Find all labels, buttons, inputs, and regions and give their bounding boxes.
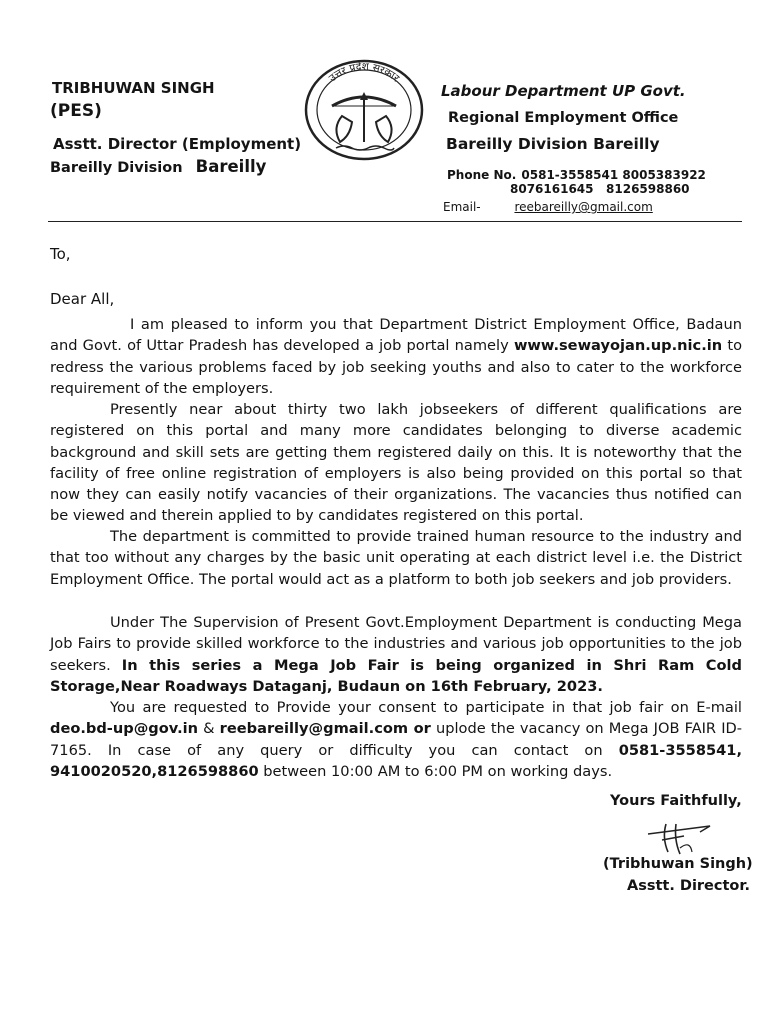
email-line	[443, 200, 653, 214]
office-name: Regional Employment Office	[448, 110, 679, 126]
paragraph-4	[50, 612, 742, 697]
p5-amp: &	[198, 720, 220, 738]
p5-text-a: You are requested to Provide your consent to participate in that job fair on E-mail	[110, 699, 742, 716]
phone-numbers-1: 0581-3558541 8005383922	[521, 168, 706, 182]
sender-service: (PES)	[50, 101, 102, 121]
sender-name: TRIBHUWAN SINGH	[52, 79, 215, 97]
up-govt-emblem	[302, 58, 426, 162]
paragraph-2: Presently near about thirty two lakh jobseekers of different qualifications are registered on this portal and many more candidates belonging to diverse academic background and skill sets are getting them registered daily on this. It is noteworthy that the facility of free online registration of employers is also being provided on this portal so that now they can easily notify vacancies of their organizations. The vacancies thus notified can be viewed and therein applied to by candidates registered on this portal.	[50, 401, 742, 525]
header-divider	[48, 221, 742, 222]
letter-to: To,	[50, 245, 71, 263]
p1-text-a: I am pleased to inform you that Department District Employment Office, Badaun and Govt. of Uttar Pradesh has developed a job portal namely	[50, 316, 742, 355]
office-email[interactable]: reebareilly@gmail.com	[514, 200, 653, 214]
contact-numbers: 0581-3558541, 9410020520,8126598860	[50, 741, 742, 780]
deo-email[interactable]: deo.bd-up@gov.in	[50, 720, 199, 738]
paragraph-1	[50, 314, 742, 399]
sender-designation: Asstt. Director (Employment)	[53, 135, 302, 153]
phone-numbers-2: 8076161645 8126598860	[510, 182, 690, 196]
p5-text-c: between 10:00 AM to 6:00 PM on working days.	[258, 762, 613, 780]
closing: Yours Faithfully,	[610, 793, 742, 809]
emblem-seal-icon	[302, 58, 426, 162]
paragraph-3: The department is committed to provide trained human resource to the industry and that too without any charges by the basic unit operating at each district level i.e. the District Employment Office. The portal would act as a platform to both job seekers and job providers.	[50, 528, 742, 588]
signatory-name: (Tribhuwan Singh)	[603, 856, 753, 872]
office-division: Bareilly Division Bareilly	[446, 135, 660, 153]
phone-label: Phone No.	[447, 168, 517, 182]
signatory-title: Asstt. Director.	[627, 878, 750, 894]
svg-text:उत्तर प्रदेश सरकार	[327, 60, 402, 85]
p5-text-b: uplode the vacancy on Mega JOB FAIR ID-7165. In case of any query or difficulty you can contact on	[50, 720, 742, 759]
letter-salutation: Dear All,	[50, 290, 115, 308]
sender-division-line	[50, 157, 266, 176]
paragraph-5	[50, 697, 742, 782]
p4-text-a: Under The Supervision of Present Govt.Employment Department is conducting Mega Job Fairs to provide skilled workforce to the industries and various job opportunities to the job seekers.	[50, 614, 742, 674]
department-name: Labour Department UP Govt.	[441, 82, 686, 100]
p1-text-b: to redress the various problems faced by job seeking youths and also to cater to the workforce requirement of the employers.	[50, 337, 742, 397]
sender-division: Bareilly Division	[50, 160, 183, 176]
ree-email[interactable]: reebareilly@gmail.com or	[219, 720, 431, 738]
email-label: Email-	[443, 200, 481, 214]
emblem-text: उत्तर प्रदेश सरकार	[326, 60, 402, 85]
handwritten-signature	[618, 818, 728, 860]
job-fair-details: In this series a Mega Job Fair is being organized in Shri Ram Cold Storage,Near Roadways Dataganj, Budaun on 16th February, 2023.	[50, 656, 742, 695]
portal-url[interactable]: www.sewayojan.up.nic.in	[513, 337, 723, 355]
sender-city: Bareilly	[195, 157, 267, 176]
phone-line-1	[447, 164, 706, 183]
